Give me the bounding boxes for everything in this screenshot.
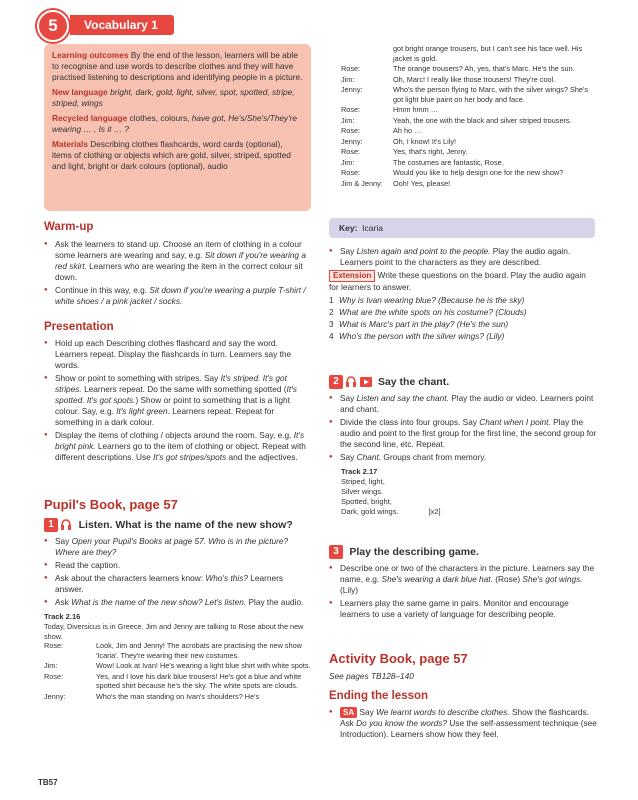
video-icon (360, 375, 372, 389)
question-item: 4 Who's the person with the silver wings? (Lily) (329, 331, 505, 341)
answer-key: Key: Icaria (329, 218, 595, 238)
activity-number-badge: 2 (329, 375, 343, 389)
script-table (341, 44, 596, 189)
activity-book-pages: See pages TB128–140 (329, 671, 414, 681)
script-row (44, 661, 312, 672)
script-row (341, 116, 596, 127)
activity-book-heading: Activity Book, page 57 (329, 651, 468, 666)
extension: Extension Write these questions on the board. Play the audio again for learners to answer. (329, 270, 586, 292)
repeat-marker: [x2] (428, 507, 441, 516)
script-line: Hmm hmm … (393, 105, 438, 114)
script-line: Ooh! Yes, please! (393, 178, 451, 188)
activity-number-badge: 1 (44, 518, 58, 532)
list-item: ● Say Chant. Groups chant from memory. (329, 452, 597, 463)
speaker: Jim: (44, 661, 58, 670)
listen-again-section (329, 246, 597, 343)
lesson-number-badge: 5 (37, 10, 69, 42)
activity-2 (329, 375, 597, 517)
headphones-icon (60, 518, 72, 532)
speaker: Rose: (44, 671, 64, 681)
speaker: Rose: (44, 641, 64, 650)
activity-3-title-row (329, 545, 597, 559)
question-item: 2 What are the white spots on his costume? (Clouds) (329, 307, 527, 317)
script-line: Ah ho … (393, 126, 422, 135)
script-row (341, 64, 596, 75)
script-line: Wow! Look at Ivan! He's wearing a light blue shirt with white spots. (96, 661, 311, 670)
outcomes-box (44, 44, 311, 211)
script-line: The orange trousers? Ah, yes, that's Marc. He's the sun. (393, 64, 575, 73)
script-row (341, 44, 596, 64)
script-row (341, 168, 596, 179)
list-item: ● Display the items of clothing / objects around the room. Say, e.g. It's bright pink. Learners go to the item of clothing or object. Repeat with different descriptions. Use It's got stripes/spots and the adjectives. (44, 430, 312, 463)
speaker (341, 44, 393, 64)
script-line: got bright orange trousers, but I can't see his face well. His jacket is gold. (393, 44, 583, 63)
chant-line: Dark, gold wings. [x2] (341, 507, 441, 516)
list-item: ● Ask about the characters learners know: Who's this? Learners answer. (44, 573, 312, 595)
speaker: Jim: (341, 74, 355, 84)
speaker: Rose: (341, 126, 361, 135)
recycled-language: Recycled language clothes, colours, have got, He's/She's/They're wearing … , Is it … ? (52, 113, 298, 134)
list-item: ● Ask What is the name of the new show? Let's listen. Play the audio. (44, 597, 312, 608)
question-item: 1 Why is Ivan wearing blue? (Because he is the sky) (329, 295, 525, 305)
new-language: New language bright, dark, gold, light, silver, spot, spotted, stripe, striped, wings (52, 87, 295, 108)
script-row (44, 692, 312, 703)
question-item: 3 What is Marc's part in the play? (He's the sun) (329, 319, 509, 329)
speaker: Rose: (341, 168, 361, 177)
materials: Materials Describing clothes flashcards, word cards (optional), items of clothing or objects which are gold, silver, striped, spotted and light, bright or dark colours (optional), audio (52, 139, 291, 171)
speaker: Jenny: (341, 85, 363, 94)
script-line: Look, Jim and Jenny! The acrobats are practising the new show 'Icaria'. They're wearing their new costumes. (96, 641, 302, 660)
activity-2-title: Say the chant. (377, 375, 450, 388)
warmup-heading: Warm-up (44, 221, 94, 233)
script-line: Who's the man standing on Ivan's shoulders? He's (96, 691, 260, 701)
ending-heading: Ending the lesson (329, 690, 429, 702)
script-line: Who's the person flying to Marc, with the silver wings? She's got light blue paint on her body and face. (393, 85, 589, 104)
activity-3-title: Play the describing game. (349, 545, 479, 558)
speaker: Rose: (341, 64, 361, 73)
script-line: Would you like to help design one for the new show? (393, 168, 564, 177)
chant-lines (341, 477, 597, 517)
activity-3 (329, 545, 597, 622)
chant-line: Spotted, bright, (341, 497, 392, 506)
list-item: ● Learners play the same game in pairs. Monitor and encourage learners to use a variety of language for describing people. (329, 598, 597, 620)
script-continued (341, 44, 596, 189)
list-item: ● Read the caption. (44, 560, 312, 571)
chant-line: Silver wings. (341, 487, 384, 496)
speaker: Rose: (341, 147, 361, 156)
speaker: Jenny: (44, 691, 66, 701)
speaker: Jim: (341, 115, 355, 125)
list-item: ● SA Say We learnt words to describe clothes. Show the flashcards. Ask Do you know the words? Use the self-assessment technique (see Introduction). Learners show how they feel. (329, 707, 597, 740)
script-table (44, 641, 312, 702)
presentation-section (44, 338, 312, 465)
script-row (341, 137, 596, 148)
list-item: ● Describe one or two of the characters in the picture. Learners say the name, e.g. She's wearing a dark blue hat. (Rose) She's got wings. (Lily) (329, 563, 597, 596)
list-item: ● Say Open your Pupil's Books at page 57. Who is in the picture? Where are they? (44, 536, 312, 558)
track-intro: Today, Diversicus is in Greece. Jim and Jenny are talking to Rose about the new show. (44, 622, 304, 641)
list-item: ● Say Listen again and point to the people. Play the audio again. Learners point to the characters as they are described. (329, 246, 597, 268)
list-item: ● Say Listen and say the chant. Play the audio or video. Learners point and chant. (329, 393, 597, 415)
script-row (341, 126, 596, 137)
script-row (341, 85, 596, 105)
pupils-book-heading: Pupil's Book, page 57 (44, 497, 178, 512)
script-line: Oh, I know! It's Lily! (393, 136, 457, 146)
list-item: ● Continue in this way, e.g. Sit down if you're wearing a purple T-shirt / white shoes / a pink jacket / socks. (44, 285, 312, 307)
activity-1 (44, 518, 312, 702)
script-line: The costumes are fantastic, Rose. (393, 157, 504, 167)
chant-line: Striped, light, (341, 477, 385, 486)
script-row (341, 179, 596, 190)
activity-2-title-row (329, 375, 597, 389)
list-item: ● Ask the learners to stand up. Choose an item of clothing in a colour some learners are wearing and say, e.g. Sit down if you're wearing a red skirt. Learners who are wearing the item in the correct colour sit down. (44, 239, 312, 283)
ending-section (329, 707, 597, 742)
script-line: Yeah, the one with the black and silver striped trousers. (393, 115, 572, 125)
headphones-icon (345, 375, 357, 389)
self-assessment-badge: SA (340, 707, 357, 718)
speaker: Jim: (341, 157, 355, 167)
speaker: Jenny: (341, 136, 363, 146)
list-item: ● Divide the class into four groups. Say Chant when I point. Play the audio and point to the first group for the first line, the second group for the second line, etc. Repeat. (329, 417, 597, 450)
track-label: Track 2.17 (341, 467, 378, 476)
speaker: Jim & Jenny: (341, 178, 383, 188)
script-row (341, 75, 596, 86)
page-number: TB57 (38, 778, 58, 787)
learning-outcomes: Learning outcomes By the end of the lesson, learners will be able to recognise and use words to describe clothes and they will have practised listening to descriptions and identifying people in a picture. (52, 50, 303, 82)
script-row (44, 641, 312, 661)
script-row (341, 147, 596, 158)
activity-number-badge: 3 (329, 545, 343, 559)
list-item: ● Hold up each Describing clothes flashcard and say the word. Learners repeat. Display the flashcards in turn. Learners say the words. (44, 338, 312, 371)
script-row (341, 105, 596, 116)
list-item: ● Show or point to something with stripes. Say It's striped. It's got stripes. Learners repeat. Do the same with something spotted (It's spotted. It's got spots.) Show or point to something that is a light colour. Say, e.g. It's light green. Learners repeat. Repeat for something in a dark colour. (44, 373, 312, 428)
script-row (44, 672, 312, 692)
track-label: Track 2.16 (44, 612, 81, 621)
script-line: Yes, and I love his dark blue trousers! He's got a blue and white spotted shirt because he's the sky. The white spots are clouds. (96, 671, 302, 690)
script-row (341, 158, 596, 169)
script-line: Yes, that's right, Jenny. (393, 147, 468, 156)
script-line: Oh, Marc! I really like those trousers! They're cool. (393, 74, 556, 84)
lesson-title: Vocabulary 1 (70, 15, 174, 35)
speaker: Rose: (341, 105, 361, 114)
extension-badge: Extension (329, 270, 375, 282)
activity-1-title-row (44, 518, 312, 532)
presentation-heading: Presentation (44, 321, 114, 333)
activity-1-title: Listen. What is the name of the new show? (78, 518, 293, 531)
extension-questions (329, 295, 597, 342)
warmup-section (44, 239, 312, 309)
